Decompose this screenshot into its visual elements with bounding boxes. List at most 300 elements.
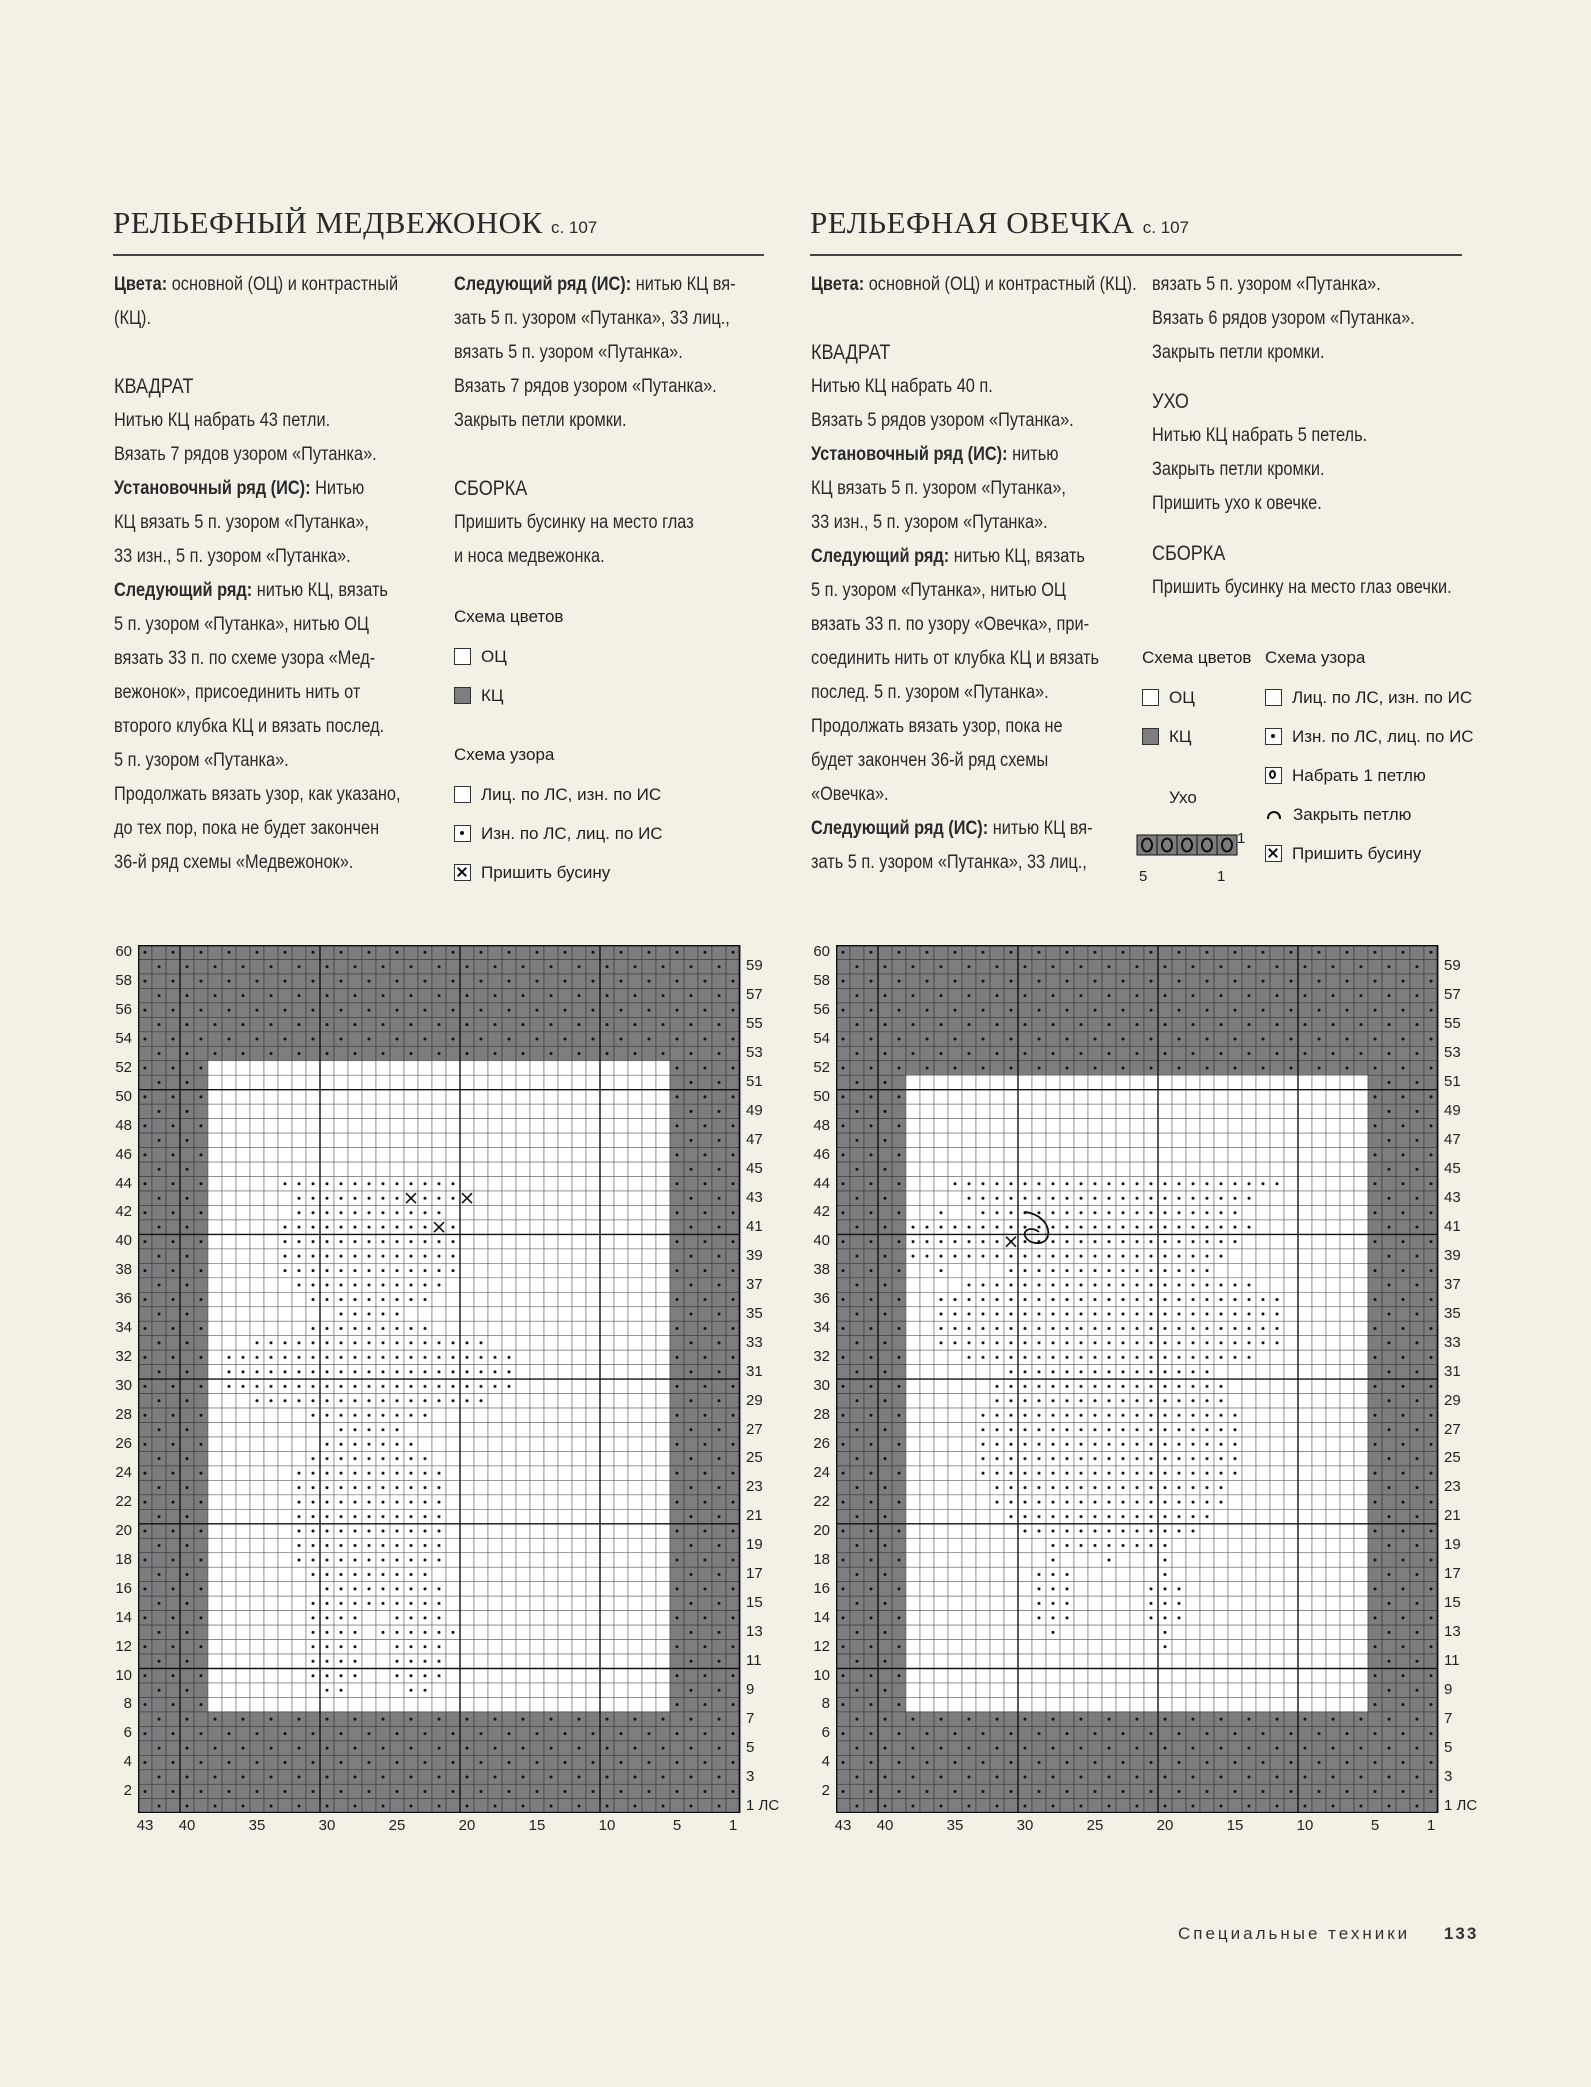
chart-cell [516,1205,530,1219]
text-line: будет закончен 36-й ряд схемы [811,750,1049,771]
chart-cell [250,1741,264,1755]
purl-dot [480,1341,483,1344]
chart-cell [600,1278,614,1292]
chart-cell [878,1090,892,1104]
chart-cell [934,1784,948,1798]
chart-cell [1018,1162,1032,1176]
chart-cell [656,1379,670,1393]
purl-dot [564,1761,567,1764]
chart-cell [948,1148,962,1162]
purl-dot [298,1385,301,1388]
chart-cell [1074,1611,1088,1625]
chart-cell [222,1712,236,1726]
purl-dot [424,1269,427,1272]
purl-dot [410,1385,413,1388]
purl-dot [284,1385,287,1388]
chart-cell [892,1654,906,1668]
purl-dot [382,965,385,968]
chart-cell [404,1090,418,1104]
chart-cell [194,1394,208,1408]
purl-dot [368,1240,371,1243]
chart-cell [208,1365,222,1379]
legend-label: ОЦ [481,646,507,666]
chart-cell [488,1321,502,1335]
chart-cell [726,1162,740,1176]
purl-dot [396,1284,399,1287]
chart-cell [180,945,194,959]
chart-cell [642,1061,656,1075]
chart-cell [544,1249,558,1263]
chart-cell [376,1061,390,1075]
chart-cell [906,1640,920,1654]
chart-cell [446,1061,460,1075]
purl-dot [732,1645,735,1648]
legend-item-knit [454,775,663,814]
purl-dot [200,1038,203,1041]
chart-cell [614,1654,628,1668]
chart-cell [864,1451,878,1465]
chart-cell [614,1553,628,1567]
purl-dot [270,1804,273,1807]
chart-cell [250,1466,264,1480]
chart-cell [892,1394,906,1408]
chart-cell [166,1394,180,1408]
chart-cell [906,1726,920,1740]
chart-cell [726,1394,740,1408]
purl-dot [690,1776,693,1779]
chart-cell [628,1321,642,1335]
ear-chart [1135,833,1245,862]
chart-cell [990,1654,1004,1668]
chart-cell [976,1379,990,1393]
chart-cell [446,1104,460,1118]
chart-cell [222,1683,236,1697]
chart-cell [698,1017,712,1031]
chart-cell [558,1451,572,1465]
chart-cell [600,1567,614,1581]
chart-cell [446,1770,460,1784]
purl-dot [732,1674,735,1677]
chart-cell [390,1712,404,1726]
chart-cell [1088,1148,1102,1162]
chart-cell [878,1234,892,1248]
chart-cell [502,1234,516,1248]
purl-dot [690,1631,693,1634]
purl-dot [214,1023,217,1026]
purl-dot [494,1052,497,1055]
chart-cell [878,1553,892,1567]
chart-cell [208,1423,222,1437]
chart-cell [1130,1625,1144,1639]
chart-cell [656,1249,670,1263]
chart-cell [990,1104,1004,1118]
chart-cell [404,1075,418,1089]
purl-dot [228,951,231,954]
text-line: Закрыть петли кромки. [1152,459,1325,480]
chart-cell [208,1032,222,1046]
chart-cell [418,1046,432,1060]
chart-cell [600,1697,614,1711]
chart-cell [236,1104,250,1118]
purl-dot [312,1284,315,1287]
chart-cell [1102,1133,1116,1147]
purl-dot [340,1544,343,1547]
bear-chart [138,945,741,1813]
chart-cell [1074,1625,1088,1639]
purl-dot [690,1399,693,1402]
purl-dot [438,1240,441,1243]
purl-dot [382,1631,385,1634]
chart-cell [278,1451,292,1465]
chart-cell [544,1408,558,1422]
purl-dot [466,1370,469,1373]
purl-dot [368,951,371,954]
chart-cell [850,1148,864,1162]
chart-cell [278,1611,292,1625]
purl-dot [200,1124,203,1127]
chart-cell [920,1451,934,1465]
chart-cell [194,1451,208,1465]
chart-cell [236,1003,250,1017]
chart-cell [460,1423,474,1437]
purl-dot [466,1718,469,1721]
chart-cell [642,1148,656,1162]
chart-cell [460,974,474,988]
chart-cell [670,1770,684,1784]
chart-cell [586,1292,600,1306]
chart-cell [306,1162,320,1176]
chart-cell [684,974,698,988]
purl-dot [424,1501,427,1504]
chart-cell [962,945,976,959]
chart-cell [1102,1654,1116,1668]
purl-dot [676,980,679,983]
purl-dot [466,1747,469,1750]
purl-dot [424,1515,427,1518]
chart-cell [138,1220,152,1234]
chart-cell [474,1683,488,1697]
chart-cell [180,1726,194,1740]
chart-cell [250,1061,264,1075]
chart-cell [194,1075,208,1089]
chart-cell [726,988,740,1002]
purl-dot [662,1023,665,1026]
chart-cell [446,1075,460,1089]
purl-dot [382,1587,385,1590]
chart-cell [878,1119,892,1133]
chart-cell [432,1423,446,1437]
chart-cell [1032,1640,1046,1654]
chart-cell [460,1032,474,1046]
chart-cell [726,1538,740,1552]
chart-cell [152,1408,166,1422]
chart-cell [558,1177,572,1191]
chart-cell [222,1191,236,1205]
purl-dot [676,1587,679,1590]
chart-cell [1116,1697,1130,1711]
chart-cell [502,1090,516,1104]
chart-cell [962,1133,976,1147]
text-line: Цвета: основной (ОЦ) и контрастный [114,274,399,295]
chart-cell [1032,1799,1046,1813]
chart-cell [474,1220,488,1234]
purl-dot [620,1761,623,1764]
purl-dot [648,951,651,954]
chart-cell [1046,1162,1060,1176]
chart-cell [488,1162,502,1176]
chart-cell [670,1625,684,1639]
purl-dot [368,1515,371,1518]
chart-cell [1130,1119,1144,1133]
chart-cell [864,959,878,973]
purl-dot [452,980,455,983]
chart-cell [976,1553,990,1567]
purl-dot [396,1182,399,1185]
chart-cell [1032,1017,1046,1031]
chart-cell [712,1379,726,1393]
purl-dot [494,994,497,997]
chart-cell [348,1683,362,1697]
chart-cell [934,1669,948,1683]
chart-cell [920,1162,934,1176]
purl-dot [158,1110,161,1113]
text-line: до тех пор, пока не будет закончен [114,818,380,839]
chart-cell [614,1423,628,1437]
chart-cell [236,1162,250,1176]
chart-cell [516,1032,530,1046]
chart-cell [250,1191,264,1205]
chart-cell [990,1726,1004,1740]
purl-dot [256,1399,259,1402]
chart-cell [1060,1119,1074,1133]
chart-cell [404,1423,418,1437]
chart-cell [948,1437,962,1451]
purl-dot [480,1761,483,1764]
chart-cell [906,1162,920,1176]
purl-dot [312,1341,315,1344]
purl-dot [340,980,343,983]
purl-dot [368,1399,371,1402]
chart-cell [1102,1726,1116,1740]
purl-dot [410,1674,413,1677]
chart-cell [306,1582,320,1596]
chart-cell [278,1741,292,1755]
chart-cell [236,1495,250,1509]
purl-dot [410,1804,413,1807]
chart-cell [544,1437,558,1451]
chart-cell [502,1437,516,1451]
chart-cell [502,1075,516,1089]
chart-cell [878,945,892,959]
chart-cell [892,1046,906,1060]
chart-cell [222,1017,236,1031]
purl-dot [550,1776,553,1779]
chart-cell [878,1292,892,1306]
chart-cell [236,1263,250,1277]
chart-cell [892,1567,906,1581]
chart-cell [1032,1075,1046,1089]
chart-cell [558,1567,572,1581]
chart-cell [586,1408,600,1422]
purl-dot [494,1370,497,1373]
purl-dot [158,1052,161,1055]
purl-dot [368,1226,371,1229]
chart-cell [906,1755,920,1769]
purl-dot [144,980,147,983]
chart-cell [278,1307,292,1321]
chart-cell [208,1683,222,1697]
chart-cell [628,1654,642,1668]
chart-cell [670,1307,684,1321]
chart-cell [474,1191,488,1205]
purl-dot [550,994,553,997]
purl-dot [676,1269,679,1272]
text-line: Установочный ряд (ИС): нитью [811,444,1059,465]
chart-cell [628,1538,642,1552]
purl-dot [718,1139,721,1142]
chart-cell [334,1799,348,1813]
chart-cell [878,1582,892,1596]
chart-cell [208,1509,222,1523]
chart-cell [530,1133,544,1147]
chart-cell [222,959,236,973]
chart-cell [906,1423,920,1437]
chart-cell [250,1162,264,1176]
text-line: второго клубка КЦ и вязать послед. [114,716,385,737]
chart-cell [208,1582,222,1596]
chart-cell [864,1423,878,1437]
chart-cell [642,1466,656,1480]
chart-cell [194,1162,208,1176]
purl-dot [578,1718,581,1721]
chart-cell [488,1205,502,1219]
chart-cell [572,1726,586,1740]
chart-cell [516,1538,530,1552]
chart-cell [712,1755,726,1769]
purl-dot [326,1298,329,1301]
purl-dot [326,1544,329,1547]
chart-cell [920,1553,934,1567]
purl-dot [368,1732,371,1735]
chart-cell [488,1220,502,1234]
purl-dot [424,1472,427,1475]
chart-cell [600,1350,614,1364]
chart-cell [222,1046,236,1060]
chart-cell [222,1119,236,1133]
chart-cell [194,1423,208,1437]
chart-cell [920,988,934,1002]
chart-cell [684,1350,698,1364]
chart-cell [962,1090,976,1104]
purl-dot [718,1486,721,1489]
chart-cell [362,1625,376,1639]
chart-cell [1046,1640,1060,1654]
chart-cell [320,1104,334,1118]
chart-cell [558,1162,572,1176]
chart-cell [208,1234,222,1248]
chart-cell [488,1611,502,1625]
purl-dot [298,1255,301,1258]
chart-cell [516,1625,530,1639]
chart-cell [390,1119,404,1133]
chart-cell [628,1249,642,1263]
chart-cell [1004,1712,1018,1726]
chart-cell [558,1524,572,1538]
purl-dot [368,1602,371,1605]
chart-cell [642,1553,656,1567]
chart-cell [1046,1148,1060,1162]
chart-cell [656,1090,670,1104]
chart-cell [600,1032,614,1046]
chart-cell [474,1423,488,1437]
purl-dot [466,1341,469,1344]
chart-cell [920,1292,934,1306]
chart-cell [292,1697,306,1711]
chart-cell [934,1596,948,1610]
chart-cell [138,959,152,973]
purl-dot [242,1747,245,1750]
purl-dot [592,1732,595,1735]
chart-cell [558,1770,572,1784]
chart-cell [934,1365,948,1379]
chart-cell [572,1451,586,1465]
chart-cell [558,1553,572,1567]
chart-cell [878,1263,892,1277]
purl-dot [228,1761,231,1764]
chart-cell [1046,1032,1060,1046]
chart-cell [976,1090,990,1104]
purl-dot [158,1804,161,1807]
chart-cell [558,1191,572,1205]
purl-dot [298,1023,301,1026]
sheep-rule [810,254,1462,256]
chart-cell [642,1451,656,1465]
chart-cell [166,988,180,1002]
purl-dot [690,1139,693,1142]
purl-dot [438,1776,441,1779]
chart-cell [362,1697,376,1711]
chart-cell [1088,1799,1102,1813]
purl-dot [144,1182,147,1185]
chart-cell [656,1003,670,1017]
chart-cell [878,1755,892,1769]
chart-cell [404,1119,418,1133]
chart-cell [474,959,488,973]
purl-dot [340,951,343,954]
purl-dot [172,1443,175,1446]
chart-cell [544,1061,558,1075]
chart-cell [600,1726,614,1740]
purl-dot [732,1038,735,1041]
purl-dot [438,1674,441,1677]
chart-cell [976,1017,990,1031]
purl-dot [354,1052,357,1055]
chart-cell [432,1784,446,1798]
chart-cell [586,1466,600,1480]
chart-cell [460,1451,474,1465]
chart-cell [572,1423,586,1437]
chart-cell [850,1697,864,1711]
chart-cell [1116,1683,1130,1697]
chart-cell [502,1249,516,1263]
chart-cell [1060,1133,1074,1147]
chart-cell [306,988,320,1002]
text-line: КЦ вязать 5 п. узором «Путанка», [811,478,1066,499]
chart-cell [1130,1726,1144,1740]
chart-cell [1018,1553,1032,1567]
chart-cell [712,1582,726,1596]
chart-cell [920,1640,934,1654]
